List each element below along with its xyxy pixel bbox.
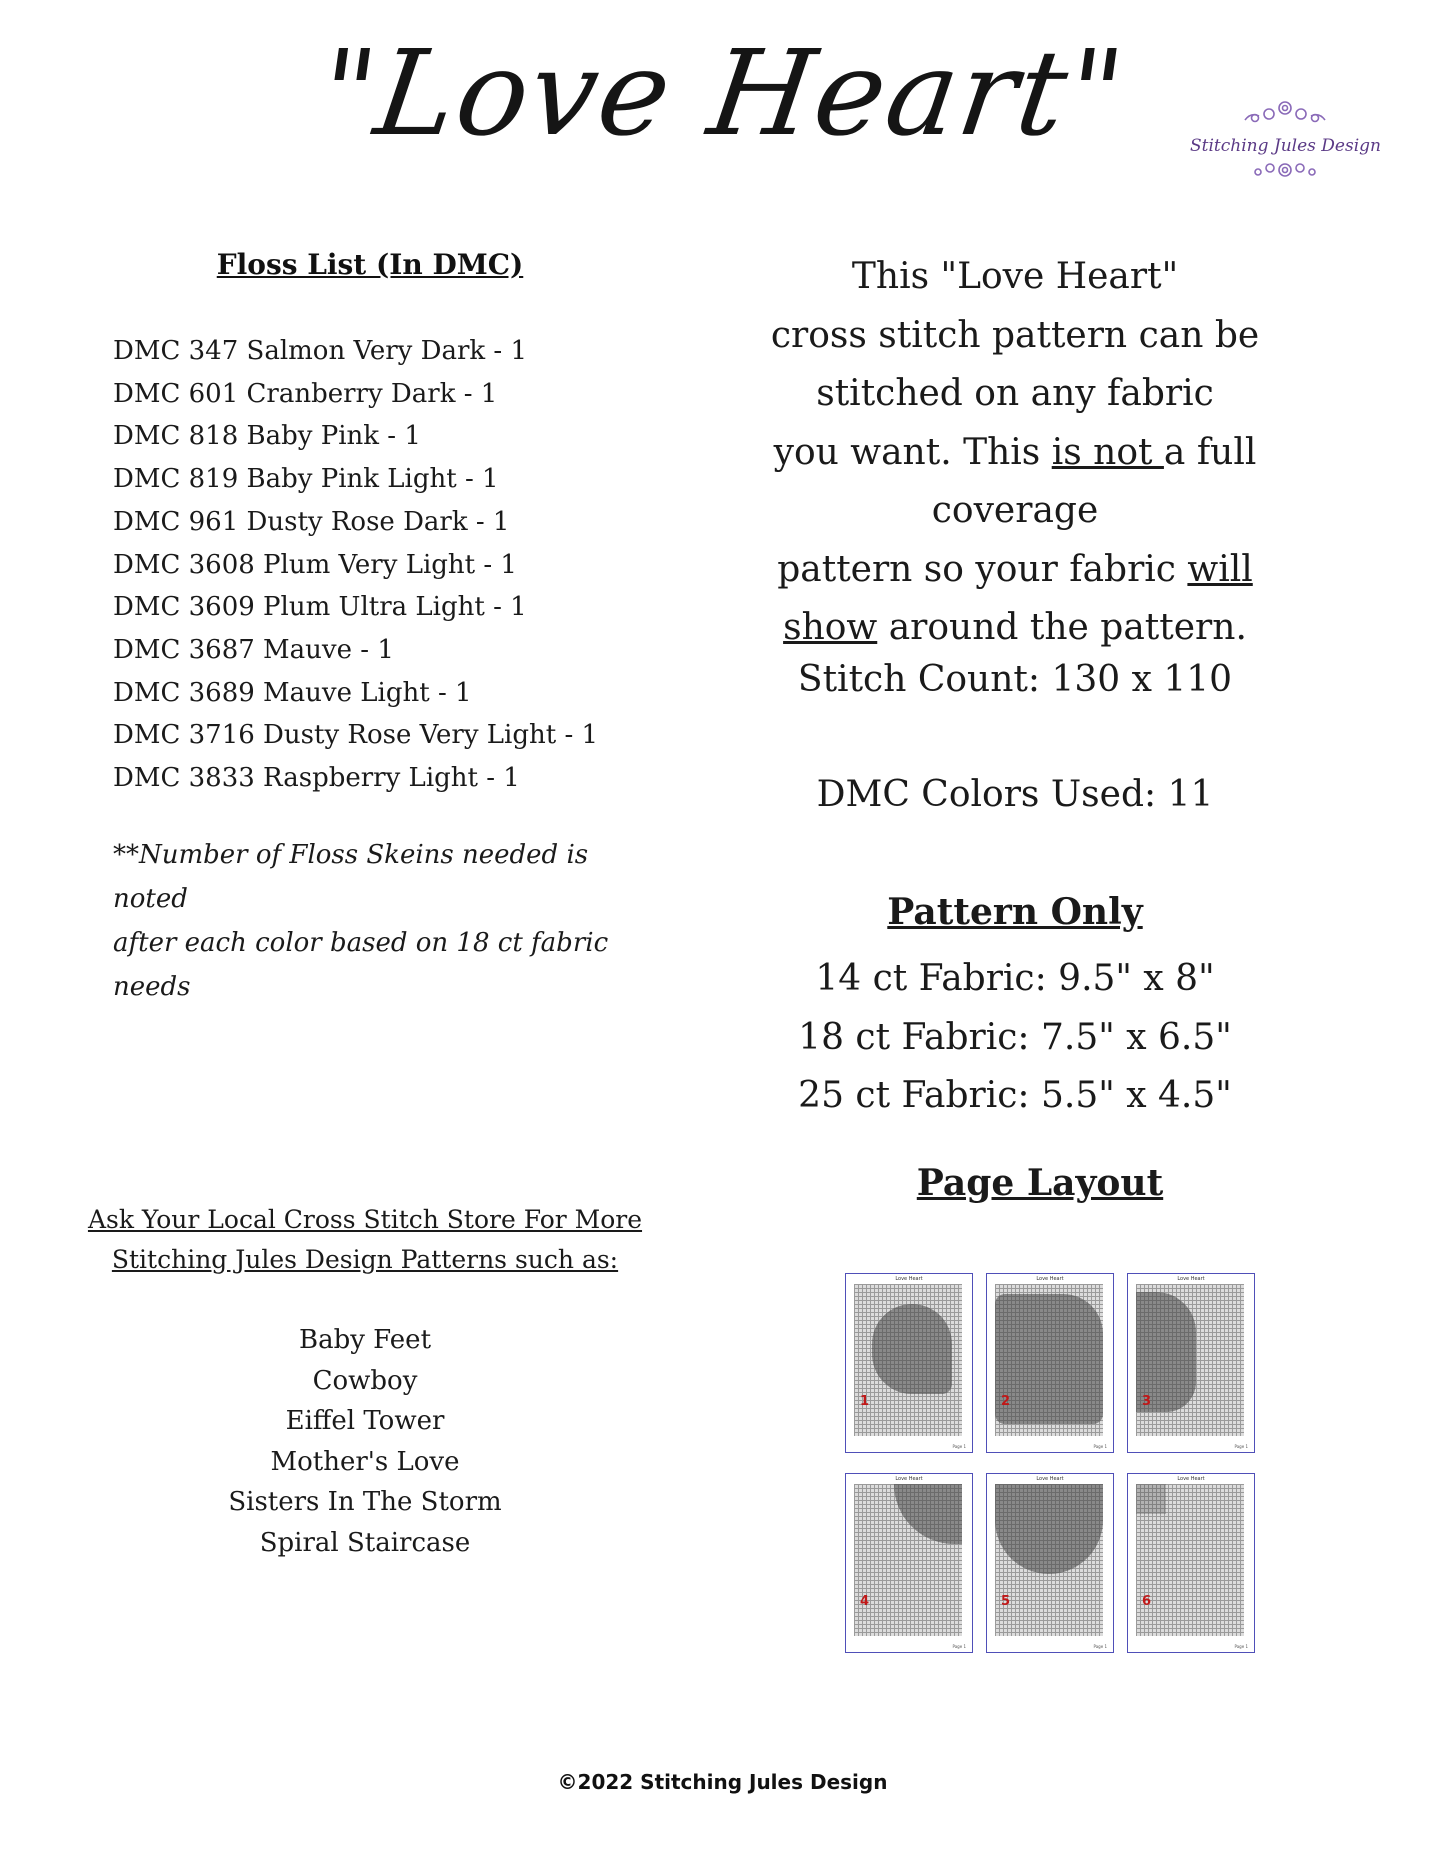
pattern-only-heading: Pattern Only: [887, 891, 1143, 933]
swirl-ornament-icon: [1240, 156, 1330, 186]
page-number: 1: [860, 1394, 870, 1409]
floss-item: DMC 819 Baby Pink Light - 1: [113, 464, 499, 495]
page-number: 3: [1142, 1394, 1152, 1409]
pattern-name: Sisters In The Storm: [228, 1487, 502, 1517]
fabric-size: 25 ct Fabric: 5.5" x 4.5": [798, 1075, 1232, 1116]
pattern-grid: [854, 1284, 962, 1436]
description-line: show around the pattern.: [783, 607, 1247, 648]
page-number: 4: [860, 1594, 870, 1609]
pattern-description: [690, 248, 1340, 658]
page-number: 6: [1142, 1594, 1152, 1609]
store-promo-line: Stitching Jules Design Patterns such as:: [111, 1245, 619, 1274]
floss-item: DMC 3687 Mauve - 1: [113, 634, 394, 665]
pattern-grid: [1136, 1484, 1244, 1636]
page-layout-thumbnails: [845, 1273, 1265, 1663]
page-number: 2: [1001, 1394, 1011, 1409]
pattern-name: Spiral Staircase: [259, 1527, 471, 1558]
copyright-footer: ©2022 Stitching Jules Design: [557, 1770, 888, 1794]
description-line: cross stitch pattern can be: [770, 314, 1260, 356]
description-line: pattern so your fabric will: [777, 548, 1253, 590]
page-thumbnail: Love Heart 4 Page 1: [845, 1473, 973, 1653]
pattern-grid: [995, 1284, 1103, 1436]
page-thumbnail: Love Heart 1 Page 1: [845, 1273, 973, 1453]
pattern-grid: [995, 1484, 1103, 1636]
description-line: stitched on any fabric: [816, 373, 1214, 414]
floss-item: DMC 3833 Raspberry Light - 1: [113, 763, 520, 794]
brand-name: Stitching Jules Design: [1190, 136, 1381, 156]
floss-item: DMC 3608 Plum Very Light - 1: [113, 549, 517, 580]
page-thumbnail: Love Heart 6 Page 1: [1127, 1473, 1255, 1653]
floss-list-heading: Floss List (In DMC): [216, 248, 524, 281]
page-thumbnail: Love Heart 2 Page 1: [986, 1273, 1114, 1453]
floss-item: DMC 347 Salmon Very Dark - 1: [113, 336, 528, 366]
other-patterns-list: [140, 1320, 590, 1563]
page-thumbnail: Love Heart 3 Page 1: [1127, 1273, 1255, 1453]
page-thumbnail: Love Heart 5 Page 1: [986, 1473, 1114, 1653]
description-line: This "Love Heart": [851, 256, 1179, 297]
pattern-grid: [854, 1484, 962, 1636]
floss-note-line: **Number of Floss Skeins needed is noted: [113, 840, 589, 914]
floss-item: DMC 818 Baby Pink - 1: [113, 421, 421, 452]
brand-logo: [1190, 96, 1380, 206]
page-layout-heading: Page Layout: [916, 1162, 1164, 1204]
floss-list: [113, 330, 598, 800]
floss-item: DMC 3716 Dusty Rose Very Light - 1: [113, 720, 599, 751]
fabric-size-list: [690, 950, 1340, 1126]
stitch-count: Stitch Count: 130 x 110: [797, 659, 1233, 700]
pattern-grid: [1136, 1284, 1244, 1436]
floss-note: [113, 833, 633, 1009]
fabric-size: 18 ct Fabric: 7.5" x 6.5": [798, 1016, 1232, 1058]
pattern-name: Eiffel Tower: [285, 1406, 445, 1436]
swirl-ornament-icon: [1225, 96, 1345, 126]
description-line: you want. This is not a full coverage: [773, 431, 1257, 531]
pattern-name: Baby Feet: [298, 1325, 432, 1355]
page-title: "Love Heart": [311, 24, 1134, 162]
store-promo: [60, 1200, 670, 1280]
pattern-name: Mother's Love: [270, 1446, 460, 1477]
floss-note-line: after each color based on 18 ct fabric needs: [113, 928, 609, 1002]
page-number: 5: [1001, 1594, 1011, 1609]
floss-item: DMC 961 Dusty Rose Dark - 1: [113, 506, 510, 537]
floss-item: DMC 3689 Mauve Light - 1: [113, 677, 472, 708]
fabric-size: 14 ct Fabric: 9.5" x 8": [815, 958, 1215, 999]
floss-item: DMC 3609 Plum Ultra Light - 1: [113, 592, 527, 623]
store-promo-line: Ask Your Local Cross Stitch Store For More: [87, 1205, 643, 1234]
colors-used: DMC Colors Used: 11: [816, 774, 1214, 815]
pattern-name: Cowboy: [312, 1365, 418, 1396]
floss-item: DMC 601 Cranberry Dark - 1: [113, 378, 498, 409]
